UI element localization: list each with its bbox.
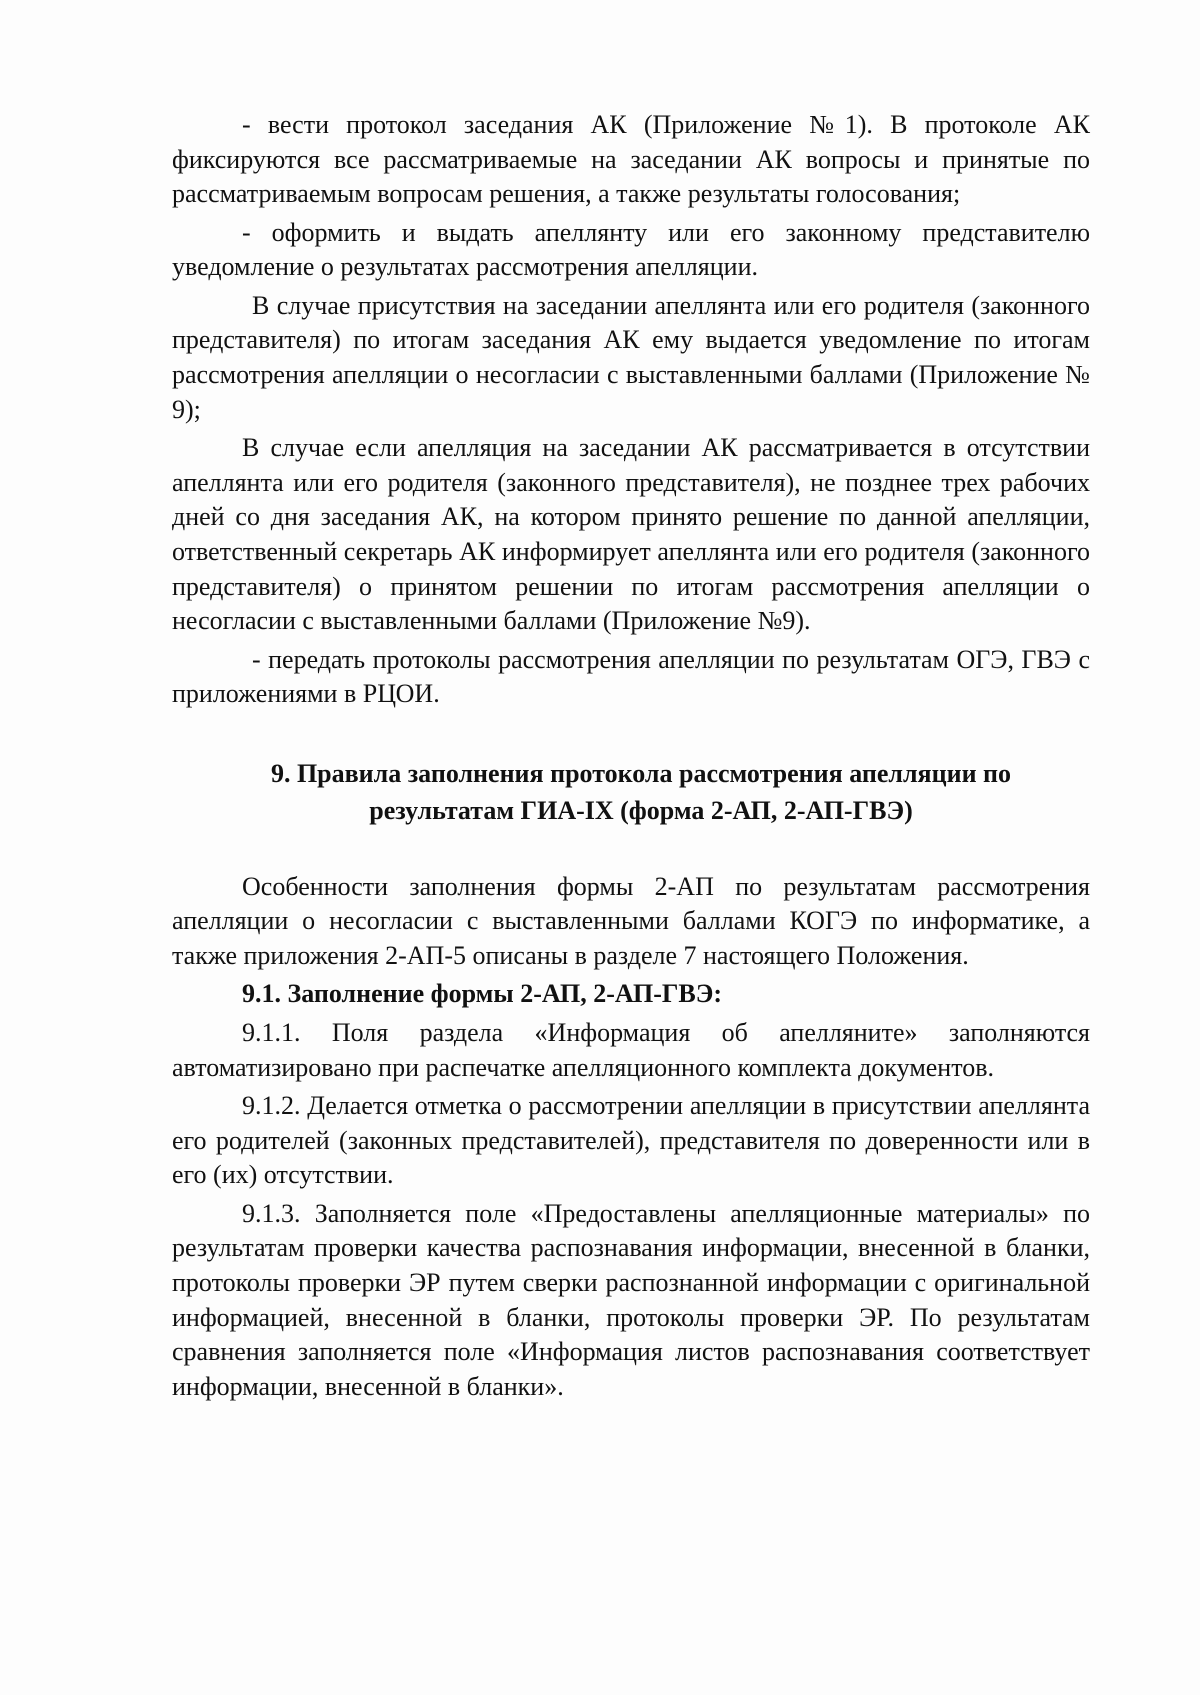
section-heading [172, 756, 1090, 830]
paragraph-protocol-duty: - вести протокол заседания АК (Приложение №1). В протоколе АК фиксируются все рассматриваемые на заседании АК вопросы и принятые по рассматриваемым вопросам решения, а также результаты голосования; [172, 110, 1090, 209]
section-heading-line-1: 9. Правила заполнения протокола рассмотрения апелляции по [270, 758, 1012, 788]
paragraph-absence-case: В случае если апелляция на заседании АК рассматривается в отсутствии апеллянта или его родителя (законного представителя), не позднее трех рабочих дней со дня заседания АК, на котором принято решение по данной апелляции, ответственный секретарь АК информирует апеллянта или его родителя (законного представителя) о принятом решении по итогам рассмотрения апелляции о несогласии с выставленными баллами (Приложение №9). [172, 433, 1090, 636]
paragraph-transfer-duty: - передать протоколы рассмотрения апелляции по результатам ОГЭ, ГВЭ с приложениями в РЦОИ. [172, 644, 1090, 709]
paragraph-presence-case: В случае присутствия на заседании апеллянта или его родителя (законного представителя) по итогам заседания АК ему выдается уведомление по итогам рассмотрения апелляции о несогласии с выставленными баллами (Приложение № 9); [172, 290, 1090, 424]
paragraph-notification-duty: - оформить и выдать апеллянту или его законному представителю уведомление о результатах рассмотрения апелляции. [172, 217, 1090, 282]
document-body [172, 108, 1090, 1408]
paragraph-intro: Особенности заполнения формы 2-АП по результатам рассмотрения апелляции о несогласии с выставленными баллами КОГЭ по информатике, а также приложения 2-АП-5 описаны в разделе 7 настоящего Положения. [172, 871, 1090, 970]
item-9-1-1: 9.1.1. Поля раздела «Информация об апелляните» заполняются автоматизировано при распечатке апелляционного комплекта документов. [172, 1017, 1090, 1082]
subsection-heading: 9.1. Заполнение формы 2-АП, 2-АП-ГВЭ: [242, 979, 723, 1009]
section-heading-line-2: результатам ГИА-IX (форма 2-АП, 2-АП-ГВЭ) [369, 795, 913, 825]
item-9-1-2: 9.1.2. Делается отметка о рассмотрении апелляции в присутствии апеллянта его родителей (законных представителей), представителя по доверенности или в его (их) отсутствии. [172, 1091, 1090, 1190]
item-9-1-3: 9.1.3. Заполняется поле «Предоставлены апелляционные материалы» по результатам проверки качества распознавания информации, внесенной в бланки, протоколы проверки ЭР путем сверки распознанной информации с оригинальной информацией, внесенной в бланки, протоколы проверки ЭР. По результатам сравнения заполняется поле «Информация листов распознавания соответствует информации, внесенной в бланки». [172, 1198, 1090, 1401]
